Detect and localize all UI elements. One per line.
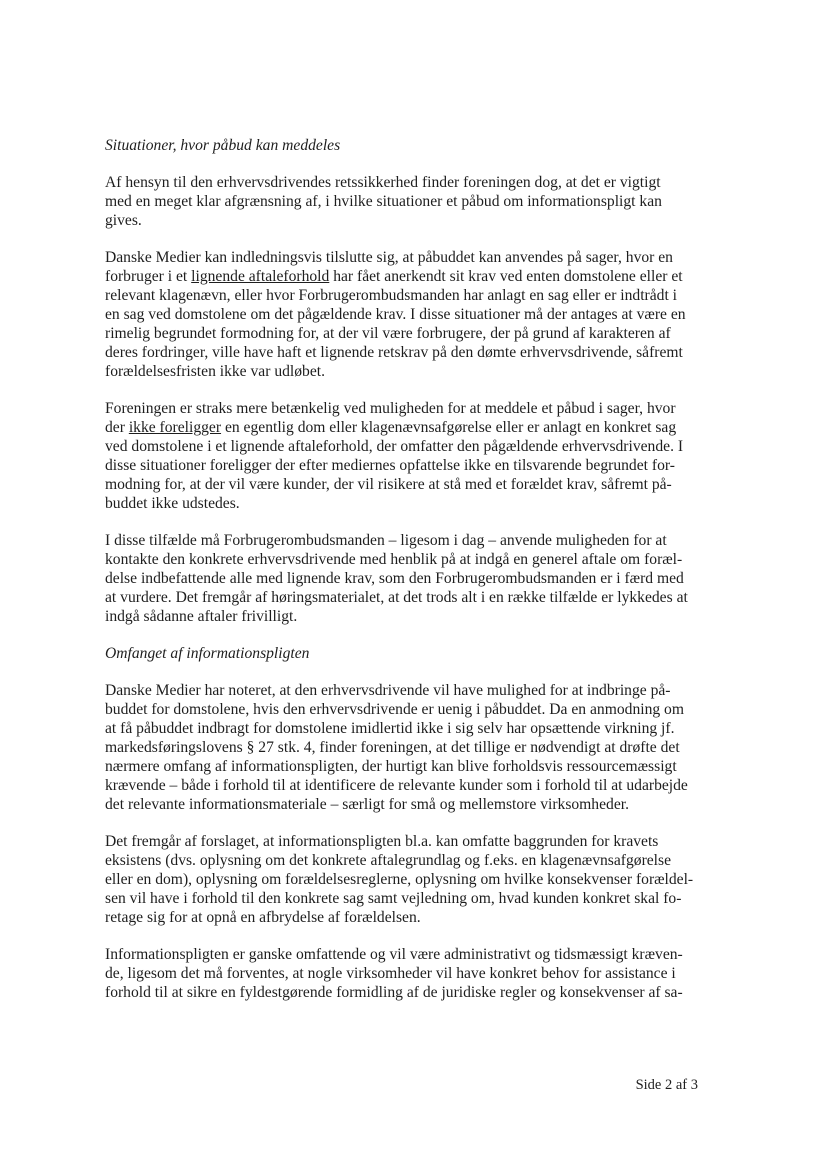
text-segment: forbruger i et — [105, 268, 192, 285]
paragraph-6 — [105, 832, 725, 927]
text-line: Af hensyn til den erhvervsdrivendes retssikkerhed finder foreningen dog, at det er vigtigt — [105, 174, 661, 191]
text-line: buddet for domstolene, hvis den erhvervsdrivende er uenig i påbuddet. Da en anmodning om — [105, 701, 684, 718]
text-line: deres fordringer, ville have haft et lignende retskrav på den dømte erhvervsdrivende, såfremt — [105, 344, 683, 361]
text-segment: har fået anerkendt sit krav ved enten domstolene eller et — [329, 268, 683, 285]
text-segment: der — [105, 419, 129, 436]
text-line: krævende – både i forhold til at identificere de relevante kunder som i forhold til at udarbejde — [105, 777, 688, 794]
text-line: forhold til at sikre en fyldestgørende formidling af de juridiske regler og konsekvenser af sa- — [105, 984, 683, 1001]
text-line: at vurdere. Det fremgår af høringsmaterialet, at det trods alt i en række tilfælde er lykkedes at — [105, 589, 688, 606]
text-segment: en egentlig dom eller klagenævnsafgørelse eller er anlagt en konkret sag — [221, 419, 677, 436]
text-line: forældelsesfristen ikke var udløbet. — [105, 363, 325, 380]
text-line: gives. — [105, 212, 142, 229]
text-line: en sag ved domstolene om det pågældende krav. I disse situationer må der antages at være en — [105, 306, 686, 323]
text-line: Informationspligten er ganske omfattende og vil være administrativt og tidsmæssigt kræven- — [105, 946, 683, 963]
text-line: relevant klagenævn, eller hvor Forbrugerombudsmanden har anlagt en sag eller er indtrådt i — [105, 287, 678, 304]
text-line: Danske Medier har noteret, at den erhvervsdrivende vil have mulighed for at indbringe på- — [105, 682, 671, 699]
document-body — [105, 136, 725, 1020]
underlined-phrase: ikke foreligger — [128, 419, 222, 436]
section-heading-scope: Omfanget af informationspligten — [105, 645, 310, 662]
text-line: modning for, at der vil være kunder, der vil risikere at stå med et forældet krav, såfremt på- — [105, 476, 672, 493]
text-line: retage sig for at opnå en afbrydelse af forældelsen. — [105, 909, 421, 926]
text-line: buddet ikke udstedes. — [105, 495, 240, 512]
text-line: Det fremgår af forslaget, at informationspligten bl.a. kan omfatte baggrunden for kravets — [105, 833, 659, 850]
paragraph-3 — [105, 399, 725, 513]
text-line — [105, 418, 725, 437]
text-line: ved domstolene i et lignende aftaleforhold, der omfatter den pågældende erhvervsdrivende. I — [105, 438, 684, 455]
text-line: det relevante informationsmateriale – særligt for små og mellemstore virksomheder. — [105, 796, 629, 813]
page-number: Side 2 af 3 — [635, 1077, 698, 1093]
text-line — [105, 267, 725, 286]
text-line: eller en dom), oplysning om forældelsesreglerne, oplysning om hvilke konsekvenser forældel- — [105, 871, 694, 888]
paragraph-7 — [105, 945, 725, 1002]
text-line: sen vil have i forhold til den konkrete sag samt vejledning om, hvad kunden konkret skal fo- — [105, 890, 682, 907]
text-line: at få påbuddet indbragt for domstolene imidlertid ikke i sig selv har opsættende virkning jf. — [105, 720, 675, 737]
paragraph-5 — [105, 681, 725, 814]
text-line: I disse tilfælde må Forbrugerombudsmanden – ligesom i dag – anvende muligheden for at — [105, 532, 667, 549]
text-line: Foreningen er straks mere betænkelig ved muligheden for at meddele et påbud i sager, hvor — [105, 400, 676, 417]
text-line: med en meget klar afgrænsning af, i hvilke situationer et påbud om informationspligt kan — [105, 193, 662, 210]
paragraph-1 — [105, 173, 725, 230]
text-line: disse situationer foreligger der efter mediernes opfattelse ikke en tilsvarende begrundet for- — [105, 457, 675, 474]
text-line: Danske Medier kan indledningsvis tilslutte sig, at påbuddet kan anvendes på sager, hvor en — [105, 249, 673, 266]
text-line: indgå sådanne aftaler frivilligt. — [105, 608, 298, 625]
text-line: de, ligesom det må forventes, at nogle virksomheder vil have konkret behov for assistance i — [105, 965, 676, 982]
text-line: rimelig begrundet formodning for, at der vil være forbrugere, der på grund af karakteren af — [105, 325, 671, 342]
text-line: eksistens (dvs. oplysning om det konkrete aftalegrundlag og f.eks. en klagenævnsafgørelse — [105, 852, 672, 869]
section-heading-situations: Situationer, hvor påbud kan meddeles — [105, 137, 341, 154]
text-line: markedsføringslovens § 27 stk. 4, finder foreningen, at det tillige er nødvendigt at drøfte det — [105, 739, 680, 756]
underlined-phrase: lignende aftaleforhold — [191, 268, 330, 285]
paragraph-2 — [105, 248, 725, 381]
text-line: kontakte den konkrete erhvervsdrivende med henblik på at indgå en generel aftale om foræl- — [105, 551, 683, 568]
text-line: delse indbefattende alle med lignende krav, som den Forbrugerombudsmanden er i færd med — [105, 570, 684, 587]
paragraph-4 — [105, 531, 725, 626]
text-line: nærmere omfang af informationspligten, der hurtigt kan blive forholdsvis ressourcemæssigt — [105, 758, 677, 775]
